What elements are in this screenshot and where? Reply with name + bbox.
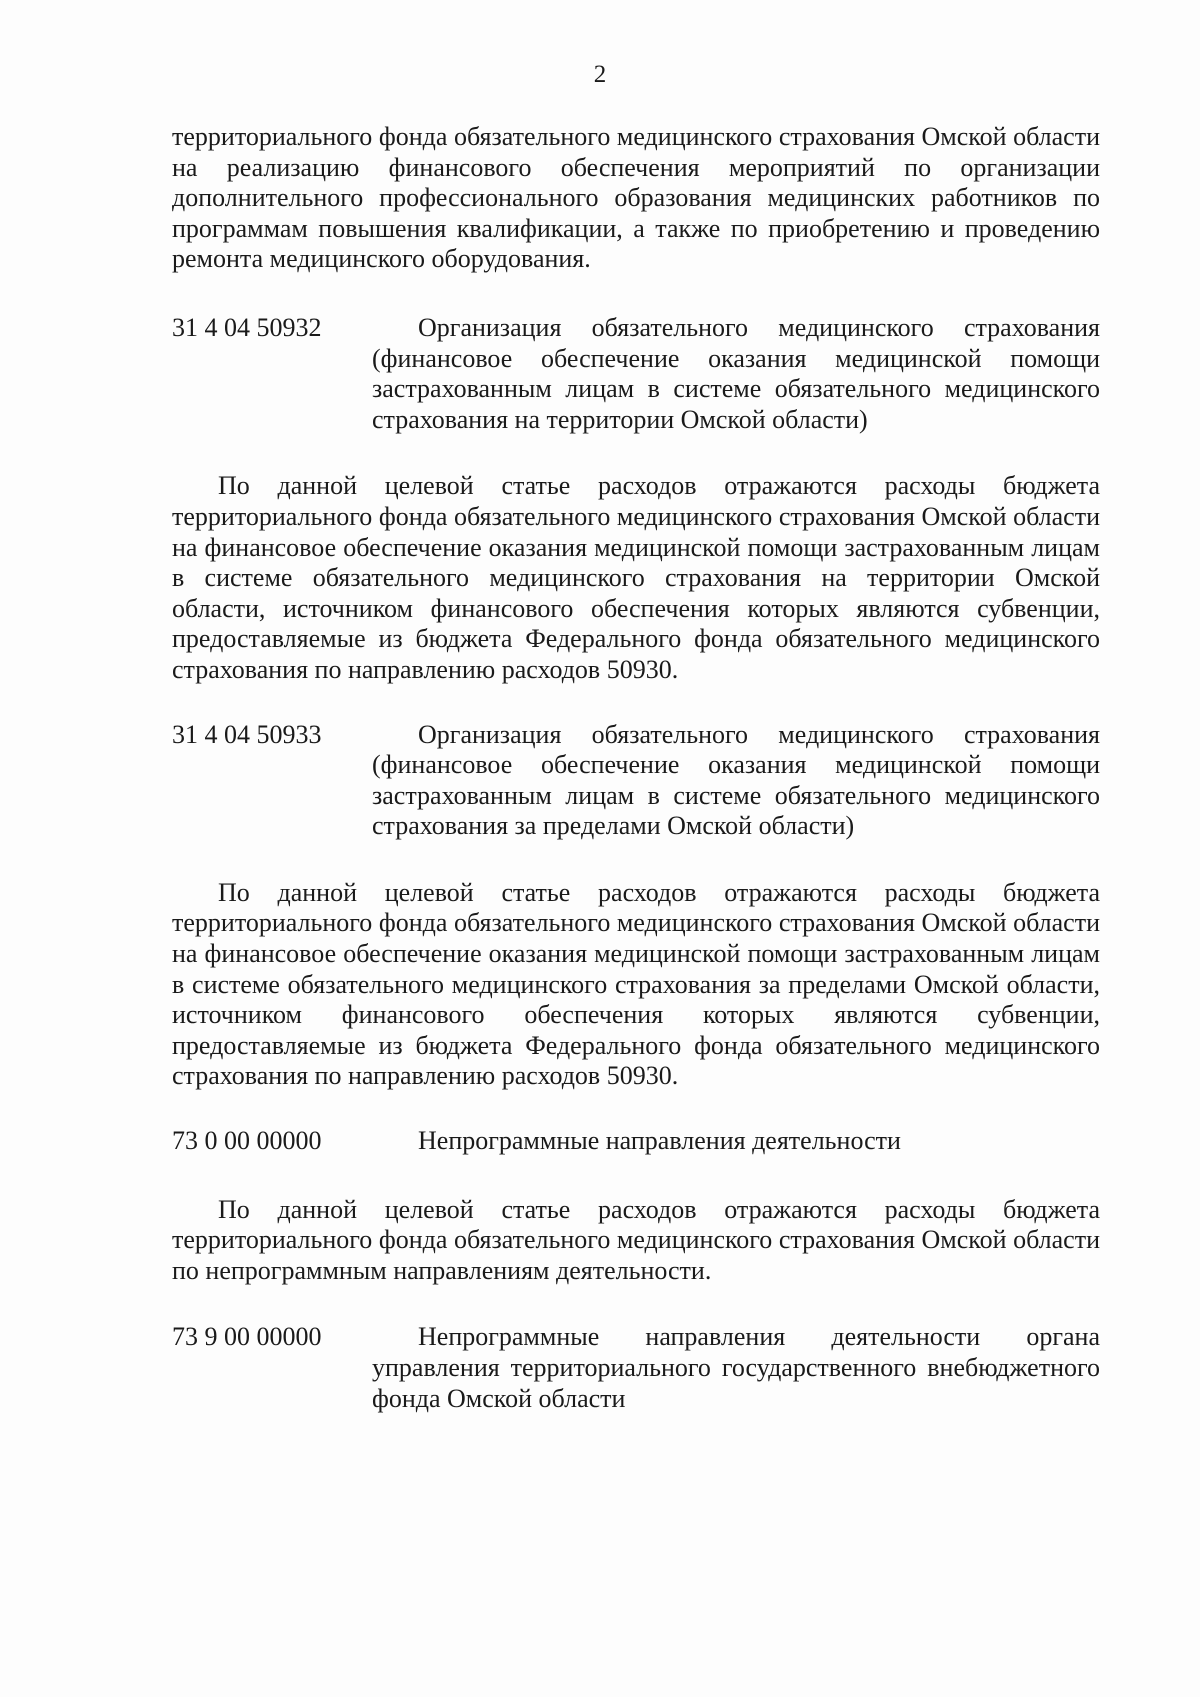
entry-code: 31 4 04 50933 — [172, 719, 322, 749]
entry-title: Непрограммные направления деятельности органа управления территориального государственного внебюджетного фонда Омской области — [372, 1322, 1100, 1413]
entry-title: Организация обязательного медицинского страхования (финансовое обеспечение оказания медицинской помощи застрахованным лицам в системе обязательного медицинского страхования за пределами Омской области) — [372, 719, 1100, 841]
document-body — [172, 122, 1100, 1414]
budget-entry-31-4-04-50933 — [172, 720, 1100, 842]
page-number: 2 — [593, 61, 607, 88]
budget-entry-73-9-00-00000 — [172, 1322, 1100, 1414]
paragraph-description: По данной целевой статье расходов отражаются расходы бюджета территориального фонда обязательного медицинского страхования Омской области на финансовое обеспечение оказания медицинской помощи застрахованным лицам в системе обязательного медицинского страхования за пределами Омской области, источником финансового обеспечения которых являются субвенции, предоставляемые из бюджета Федерального фонда обязательного медицинского страхования по направлению расходов 50930. — [172, 877, 1100, 1091]
paragraph-description: По данной целевой статье расходов отражаются расходы бюджета территориального фонда обязательного медицинского страхования Омской области по непрограммным направлениям деятельности. — [172, 1194, 1100, 1285]
entry-title: Организация обязательного медицинского страхования (финансовое обеспечение оказания медицинской помощи застрахованным лицам в системе обязательного медицинского страхования на территории Омской области) — [372, 312, 1100, 434]
entry-code: 73 0 00 00000 — [172, 1126, 322, 1156]
entry-code: 31 4 04 50932 — [172, 312, 322, 342]
budget-entry-31-4-04-50932 — [172, 313, 1100, 435]
paragraph-description: По данной целевой статье расходов отражаются расходы бюджета территориального фонда обязательного медицинского страхования Омской области на финансовое обеспечение оказания медицинской помощи застрахованным лицам в системе обязательного медицинского страхования на территории Омской области, источником финансового обеспечения которых являются субвенции, предоставляемые из бюджета Федерального фонда обязательного медицинского страхования по направлению расходов 50930. — [172, 471, 1100, 684]
budget-entry-73-0-00-00000 — [172, 1126, 1100, 1157]
paragraph-continuation: территориального фонда обязательного медицинского страхования Омской области на реализацию финансового обеспечения мероприятий по организации дополнительного профессионального образования медицинских работников по программам повышения квалификации, а также по приобретению и проведению ремонта медицинского оборудования. — [172, 122, 1100, 274]
entry-code: 73 9 00 00000 — [172, 1322, 322, 1352]
entry-title: Непрограммные направления деятельности — [418, 1126, 901, 1156]
